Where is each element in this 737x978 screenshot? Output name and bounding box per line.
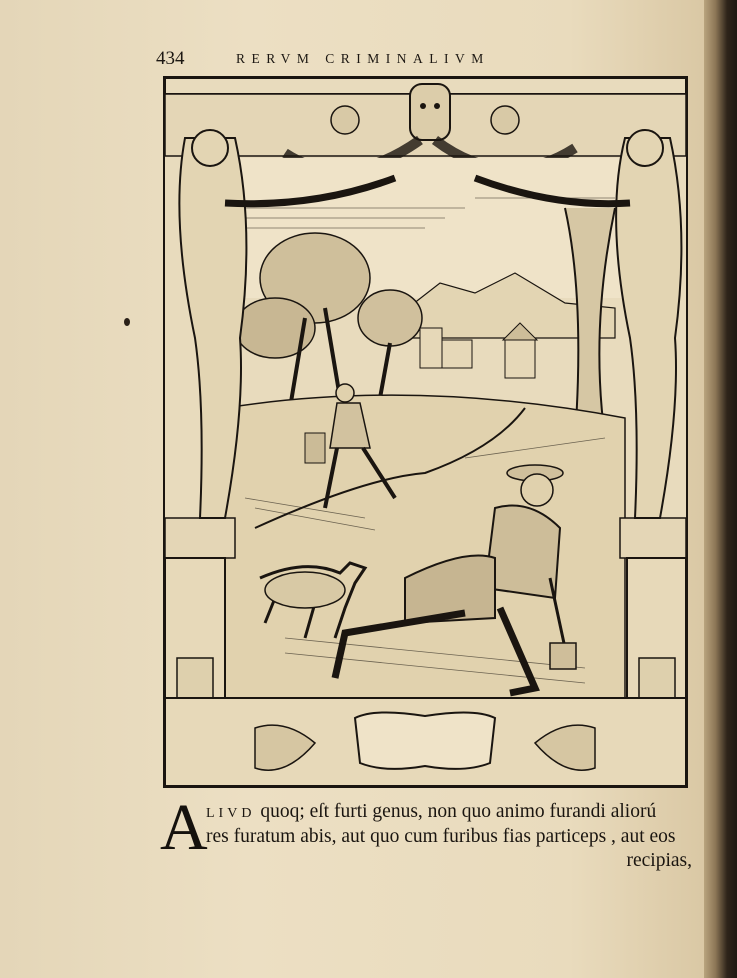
text-line-1 bbox=[206, 801, 656, 823]
text-line-1-rest: quoq; eſt furti genus, non quo animo furandi aliorú bbox=[255, 801, 657, 822]
text-line-1-caps: LIVD bbox=[206, 806, 256, 821]
blank-cartouche bbox=[355, 712, 495, 768]
woodcut-illustration bbox=[163, 76, 688, 788]
running-head: RERVM CRIMINALIVM bbox=[236, 51, 490, 66]
text-line-2: res furatum abis, aut quo cum furibus fias particeps , aut eos bbox=[206, 826, 676, 847]
paper-hole bbox=[124, 318, 130, 326]
drop-cap: A bbox=[160, 791, 208, 864]
page-number: 434 bbox=[156, 48, 185, 69]
woodcut-drawing bbox=[165, 78, 686, 786]
book-gutter bbox=[704, 0, 737, 978]
text-line-3: recipias, bbox=[626, 850, 692, 871]
page-header bbox=[156, 48, 696, 72]
